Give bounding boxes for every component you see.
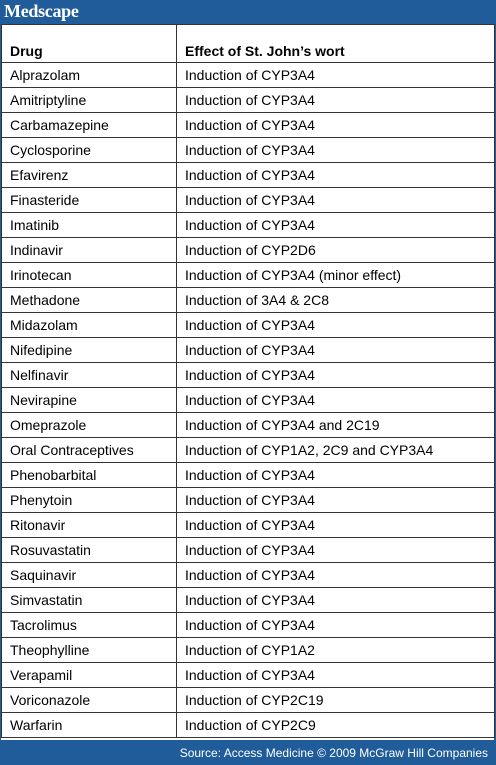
table-row [2,513,495,538]
drug-cell: Rosuvastatin [2,538,177,563]
table-row [2,688,495,713]
drug-cell: Methadone [2,288,177,313]
effect-cell: Induction of CYP3A4 [177,163,495,188]
table-row [2,288,495,313]
table-row [2,188,495,213]
drug-cell: Voriconazole [2,688,177,713]
table-row [2,213,495,238]
drug-cell: Cyclosporine [2,138,177,163]
table-row [2,63,495,88]
table-row [2,338,495,363]
effect-cell: Induction of CYP1A2 [177,638,495,663]
effect-cell: Induction of CYP3A4 [177,538,495,563]
effect-cell: Induction of CYP3A4 [177,388,495,413]
drug-cell: Verapamil [2,663,177,688]
drug-cell: Phenobarbital [2,463,177,488]
medscape-logo[interactable]: Medscape [4,1,79,21]
table-row [2,413,495,438]
drug-cell: Phenytoin [2,488,177,513]
effect-cell: Induction of CYP3A4 [177,513,495,538]
table-row [2,663,495,688]
footer-bar [0,741,496,765]
drug-cell: Ritonavir [2,513,177,538]
table-body [2,63,495,738]
table-row [2,638,495,663]
table-header-row [2,25,495,63]
table-row [2,313,495,338]
effect-cell: Induction of CYP3A4 [177,138,495,163]
effect-cell: Induction of CYP2D6 [177,238,495,263]
header-bar [0,0,496,22]
effect-cell: Induction of CYP3A4 [177,338,495,363]
table-row [2,138,495,163]
effect-cell: Induction of CYP3A4 [177,63,495,88]
table-row [2,588,495,613]
effect-cell: Induction of CYP3A4 [177,88,495,113]
effect-cell: Induction of CYP1A2, 2C9 and CYP3A4 [177,438,495,463]
table-row [2,613,495,638]
table-row [2,113,495,138]
effect-cell: Induction of CYP3A4 [177,113,495,138]
drug-cell: Nifedipine [2,338,177,363]
column-header-effect: Effect of St. John’s wort [177,25,495,63]
table-row [2,488,495,513]
drug-cell: Midazolam [2,313,177,338]
drug-cell: Imatinib [2,213,177,238]
table-row [2,538,495,563]
drug-cell: Irinotecan [2,263,177,288]
drug-cell: Nevirapine [2,388,177,413]
drug-cell: Amitriptyline [2,88,177,113]
table-row [2,238,495,263]
table-row [2,263,495,288]
drug-cell: Warfarin [2,713,177,738]
drug-cell: Omeprazole [2,413,177,438]
drug-cell: Indinavir [2,238,177,263]
table-row [2,563,495,588]
effect-cell: Induction of CYP3A4 [177,488,495,513]
table-row [2,363,495,388]
effect-cell: Induction of CYP3A4 [177,363,495,388]
effect-cell: Induction of CYP3A4 (minor effect) [177,263,495,288]
table-row [2,713,495,738]
table-row [2,438,495,463]
drug-cell: Theophylline [2,638,177,663]
drug-interaction-table-container [1,24,494,740]
table-row [2,88,495,113]
drug-cell: Finasteride [2,188,177,213]
drug-interaction-table [1,24,495,738]
effect-cell: Induction of 3A4 & 2C8 [177,288,495,313]
effect-cell: Induction of CYP3A4 [177,588,495,613]
effect-cell: Induction of CYP3A4 [177,563,495,588]
effect-cell: Induction of CYP3A4 [177,613,495,638]
drug-cell: Saquinavir [2,563,177,588]
effect-cell: Induction of CYP3A4 [177,663,495,688]
effect-cell: Induction of CYP3A4 [177,313,495,338]
effect-cell: Induction of CYP2C9 [177,713,495,738]
effect-cell: Induction of CYP2C19 [177,688,495,713]
drug-cell: Alprazolam [2,63,177,88]
effect-cell: Induction of CYP3A4 [177,213,495,238]
drug-cell: Simvastatin [2,588,177,613]
drug-cell: Tacrolimus [2,613,177,638]
column-header-drug: Drug [2,25,177,63]
table-row [2,388,495,413]
drug-cell: Oral Contraceptives [2,438,177,463]
drug-cell: Nelfinavir [2,363,177,388]
effect-cell: Induction of CYP3A4 [177,463,495,488]
source-credit: Source: Access Medicine © 2009 McGraw Hill Companies [179,746,488,760]
effect-cell: Induction of CYP3A4 and 2C19 [177,413,495,438]
effect-cell: Induction of CYP3A4 [177,188,495,213]
drug-cell: Efavirenz [2,163,177,188]
table-row [2,163,495,188]
table-row [2,463,495,488]
drug-cell: Carbamazepine [2,113,177,138]
